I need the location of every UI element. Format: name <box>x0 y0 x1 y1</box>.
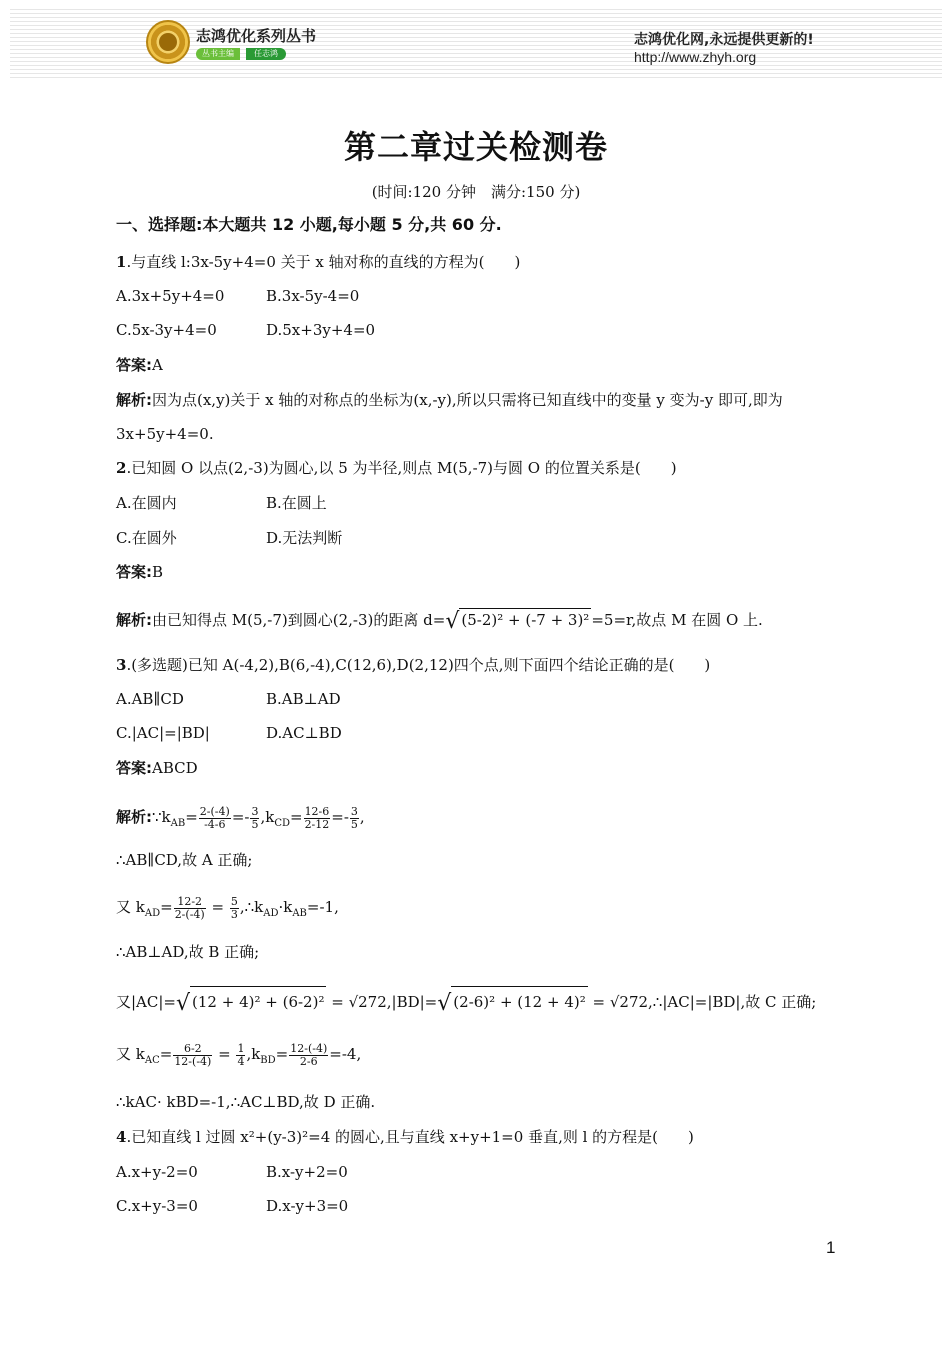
question-1-analysis-cont: 3x+5y+4=0. <box>116 425 214 443</box>
answer-label: 答案: <box>116 759 152 777</box>
question-text: .与直线 l:3x-5y+4=0 关于 x 轴对称的直线的方程为( ) <box>126 253 521 271</box>
subscript: AB <box>292 908 307 919</box>
page-subtitle: (时间:120 分钟 满分:150 分) <box>371 183 581 201</box>
option-b: B.AB⊥AD <box>266 690 341 708</box>
math-text: = √272,∴|AC|=|BD|,故 C 正确; <box>587 993 817 1011</box>
question-2-answer <box>116 562 163 582</box>
brand-name: 志鸿优化系列丛书 <box>196 27 317 45</box>
math-text: =-4, <box>329 1045 362 1063</box>
answer-value: ABCD <box>152 759 198 777</box>
subscript: AC <box>144 1055 160 1066</box>
option-d: D.x-y+3=0 <box>266 1197 349 1215</box>
subscript: BD <box>260 1055 276 1066</box>
analysis-text: 由已知得点 M(5,-7)到圆心(2,-3)的距离 d= <box>152 611 446 629</box>
header-slogan: 志鸿优化网,永远提供更新的! <box>634 32 814 48</box>
fraction: $\frac{6-2}{12-(-4)}$ <box>174 1041 212 1068</box>
option-d: D.5x+3y+4=0 <box>266 321 376 339</box>
radicand: (2-6)² + (12 + 4)² <box>451 986 587 1016</box>
option-c: C.在圆外 <box>116 529 177 547</box>
question-3-analysis-line1: 解析$:\because k_{AB}=$ $\frac{2-(-4)}{-4-6}$ =- $\frac{3}{5}$ $,k_{CD}=$ $\frac{12-6}{2-12}$ =- $\frac{3}{5}$ , <box>116 804 365 831</box>
math-text: ,k <box>246 1045 261 1063</box>
question-3-options-row2 <box>116 723 342 743</box>
sqrt-sign-icon: √ <box>445 609 460 634</box>
option-d: D.AC⊥BD <box>266 724 342 742</box>
page-header <box>0 0 952 80</box>
fraction: $\frac{12-6}{2-12}$ <box>304 804 330 831</box>
fraction: $\frac{5}{3}$ <box>230 894 238 921</box>
question-text: .(多选题)已知 A(-4,2),B(6,-4),C(12,6),D(2,12)四个点,则下面四个结论正确的是( ) <box>126 656 711 674</box>
option-a: A.在圆内 <box>116 494 177 512</box>
editor-tag-label: 丛书主编 <box>196 48 240 60</box>
math-text: ·k <box>278 898 293 916</box>
option-a: A.3x+5y+4=0 <box>116 287 225 305</box>
math-text: = <box>213 1045 236 1063</box>
subscript: AB <box>170 818 186 829</box>
page-number: 1 <box>826 1238 836 1257</box>
answer-value: A <box>152 356 163 374</box>
analysis-label: 解析: <box>116 611 152 629</box>
question-2-stem <box>116 458 677 478</box>
option-b: B.在圆上 <box>266 494 327 512</box>
question-3-analysis-line2: ∴AB∥CD,故 A 正确; <box>116 851 253 869</box>
question-3-analysis-line6: 又 $k_{AC}=$ $\frac{6-2}{12-(-4)}$ = $\frac{1}{4}$ $,k_{BD}=$ $\frac{12-(-4)}{2-6}$ =-4, <box>116 1041 362 1068</box>
math-text: =-1, <box>306 898 339 916</box>
math-text: = <box>206 898 229 916</box>
radicand: (12 + 4)² + (6-2)² <box>190 986 326 1016</box>
question-1-answer <box>116 355 163 375</box>
fraction: $\frac{1}{4}$ <box>237 1041 245 1068</box>
analysis-label: 解析: <box>116 808 152 826</box>
analysis-label: 解析: <box>116 391 152 409</box>
question-2-analysis <box>116 608 763 632</box>
question-3-options-row1 <box>116 689 341 709</box>
question-1-analysis <box>116 390 783 410</box>
analysis-text: 因为点(x,y)关于 x 轴的对称点的坐标为(x,-y),所以只需将已知直线中的变量 y 变为-y 即可,即为 <box>152 391 783 409</box>
sqrt-sign-icon: √ <box>176 991 191 1016</box>
option-a: A.AB∥CD <box>116 690 184 708</box>
fraction: $\frac{3}{5}$ <box>251 804 259 831</box>
section-heading: 一、选择题:本大题共 12 小题,每小题 5 分,共 60 分. <box>116 215 502 234</box>
question-3-analysis-line7: ∴kAC· kBD=-1,∴AC⊥BD,故 D 正确. <box>116 1093 376 1111</box>
option-b: B.3x-5y-4=0 <box>266 287 360 305</box>
editor-tag-name: 任志鸿 <box>246 48 286 60</box>
question-1-stem <box>116 252 520 272</box>
fraction: $\frac{2-(-4)}{-4-6}$ <box>199 804 230 831</box>
math-text: , <box>359 808 365 826</box>
question-text: .已知圆 O 以点(2,-3)为圆心,以 5 为半径,则点 M(5,-7)与圆 O 的位置关系是( ) <box>126 459 677 477</box>
option-a: A.x+y-2=0 <box>116 1163 198 1181</box>
question-3-analysis-line5 <box>116 986 816 1018</box>
fraction: $\frac{3}{5}$ <box>350 804 358 831</box>
question-number: 2 <box>116 459 127 477</box>
question-3-answer <box>116 758 198 778</box>
option-b: B.x-y+2=0 <box>266 1163 348 1181</box>
math-text: ∵k <box>152 808 171 826</box>
subscript: AD <box>263 908 279 919</box>
subscript: CD <box>274 818 290 829</box>
math-text: =- <box>331 808 349 826</box>
math-text: ,k <box>260 808 275 826</box>
fraction: $\frac{12-(-4)}{2-6}$ <box>290 1041 328 1068</box>
question-text: .已知直线 l 过圆 x²+(y-3)²=4 的圆心,且与直线 x+y+1=0 垂直,则 l 的方程是( ) <box>126 1128 694 1146</box>
question-1-options-row2 <box>116 320 376 340</box>
option-c: C.x+y-3=0 <box>116 1197 198 1215</box>
math-text: ,∴k <box>239 898 264 916</box>
option-c: C.|AC|=|BD| <box>116 724 210 742</box>
subscript: AD <box>144 908 161 919</box>
sqrt-sign-icon: √ <box>437 991 452 1016</box>
question-number: 4 <box>116 1128 127 1146</box>
question-number: 3 <box>116 656 127 674</box>
question-number: 1 <box>116 253 127 271</box>
question-2-options-row2 <box>116 528 343 548</box>
math-text: 又|AC|= <box>116 993 176 1011</box>
page-title: 第二章过关检测卷 <box>343 128 608 166</box>
option-c: C.5x-3y+4=0 <box>116 321 217 339</box>
question-2-options-row1 <box>116 493 327 513</box>
answer-label: 答案: <box>116 356 152 374</box>
question-3-stem <box>116 655 710 675</box>
math-text: =- <box>231 808 250 826</box>
math-text: = √272,|BD|= <box>326 993 438 1011</box>
question-3-analysis-line3: 又 $k_{AD}=$ $\frac{12-2}{2-(-4)}$ = $\frac{5}{3}$ $,\therefore k_{AD}\cdot k_{AB}=-1$, <box>116 894 339 921</box>
question-3-analysis-line4: ∴AB⊥AD,故 B 正确; <box>116 943 260 961</box>
answer-label: 答案: <box>116 563 152 581</box>
question-4-options-row1 <box>116 1162 348 1182</box>
question-1-options-row1 <box>116 286 360 306</box>
math-text: 又 k <box>116 898 145 916</box>
analysis-text-end: =5=r,故点 M 在圆 O 上. <box>591 611 763 629</box>
answer-value: B <box>152 563 164 581</box>
math-text: 又 k <box>116 1045 145 1063</box>
question-4-options-row2 <box>116 1196 349 1216</box>
radicand: (5-2)² + (-7 + 3)² <box>459 608 591 630</box>
fraction: $\frac{12-2}{2-(-4)}$ <box>174 894 205 921</box>
publisher-logo-icon <box>146 20 190 64</box>
header-url: http://www.zhyh.org <box>634 49 757 65</box>
question-4-stem <box>116 1127 694 1147</box>
option-d: D.无法判断 <box>266 529 343 547</box>
